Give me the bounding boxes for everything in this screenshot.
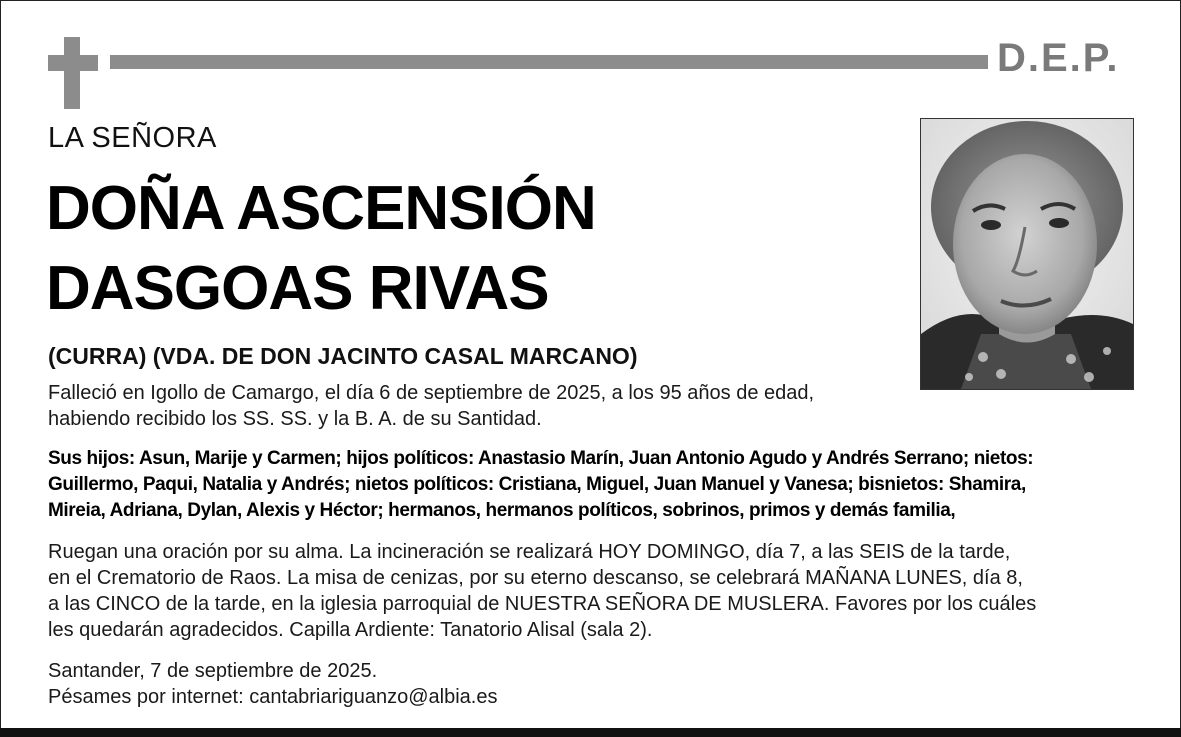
death-notice-line: Falleció en Igollo de Camargo, el día 6 de septiembre de 2025, a los 95 años de edad,	[48, 382, 815, 404]
ceremony-line: Ruegan una oración por su alma. La incineración se realizará HOY DOMINGO, día 7, a las SEIS de la tarde,	[48, 541, 1011, 563]
deceased-name-line2: DASGOAS RIVAS	[46, 254, 549, 323]
family-line: Sus hijos: Asun, Marije y Carmen; hijos políticos: Anastasio Marín, Juan Antonio Agudo y Andrés Serrano; nietos:	[48, 448, 1034, 469]
bottom-rule	[0, 728, 1181, 737]
condolences-contact: Pésames por internet: cantabriariguanzo@albia.es	[48, 686, 498, 708]
header-rule	[110, 55, 988, 69]
portrait-illustration	[921, 119, 1133, 389]
family-line: Guillermo, Paqui, Natalia y Andrés; nietos políticos: Cristiana, Miguel, Juan Manuel y Vanesa; bisnietos: Shamira,	[48, 474, 1026, 495]
death-notice	[48, 380, 814, 432]
title-prefix: LA SEÑORA	[48, 122, 217, 154]
ceremony-line: a las CINCO de la tarde, en la iglesia parroquial de NUESTRA SEÑORA DE MUSLERA. Favores por los cuáles	[48, 593, 1037, 615]
footer	[48, 658, 497, 710]
ceremony-details	[48, 539, 1036, 643]
place-date: Santander, 7 de septiembre de 2025.	[48, 660, 378, 682]
deceased-name-line1: DOÑA ASCENSIÓN	[46, 174, 596, 243]
family-line: Mireia, Adriana, Dylan, Alexis y Héctor; hermanos, hermanos políticos, sobrinos, primos y demás familia,	[48, 500, 956, 521]
deceased-alias: (CURRA) (VDA. DE DON JACINTO CASAL MARCANO)	[48, 343, 638, 369]
ceremony-line: en el Crematorio de Raos. La misa de cenizas, por su eterno descanso, se celebrará MAÑANA LUNES, día 8,	[48, 567, 1023, 589]
death-notice-line: habiendo recibido los SS. SS. y la B. A. de su Santidad.	[48, 408, 542, 430]
cross-icon	[48, 37, 98, 109]
dep-label: D.E.P.	[997, 36, 1120, 80]
family-list	[48, 446, 1033, 524]
portrait-photo	[920, 118, 1134, 390]
ceremony-line: les quedarán agradecidos. Capilla Ardiente: Tanatorio Alisal (sala 2).	[48, 619, 653, 641]
